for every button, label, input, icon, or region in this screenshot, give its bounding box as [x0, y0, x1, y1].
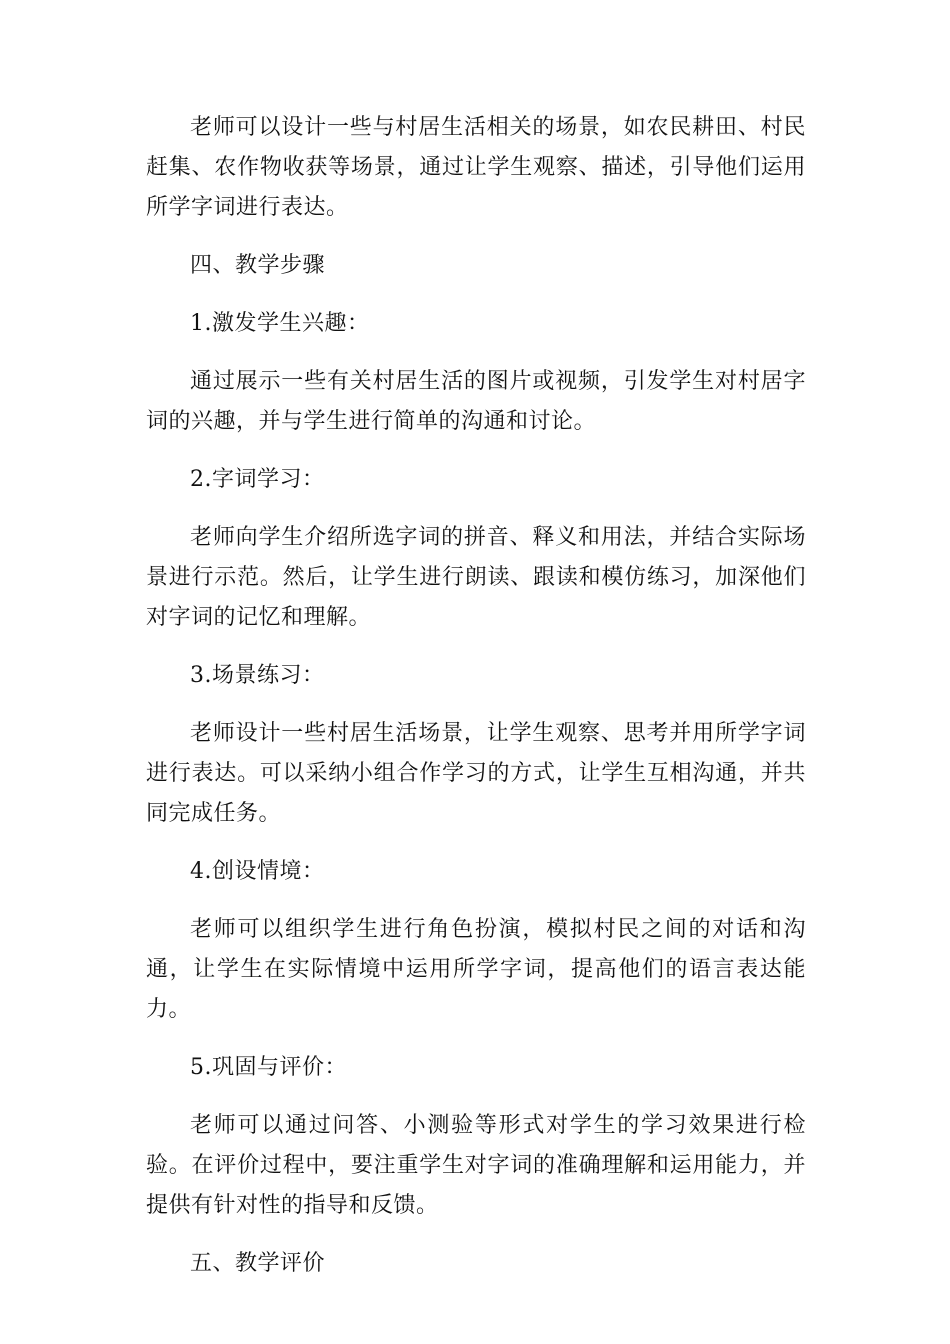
paragraph-scene-design: 老师可以设计一些与村居生活相关的场景，如农民耕田、村民赶集、农作物收获等场景，通过让学生观察、描述，引导他们运用所学字词进行表达。: [146, 115, 806, 220]
step-heading-5: 5.巩固与评价：: [190, 1055, 347, 1080]
step-heading-1: 1.激发学生兴趣：: [190, 311, 370, 336]
paragraph-step-4: 老师可以组织学生进行角色扮演，模拟村民之间的对话和沟通，让学生在实际情境中运用所学字词，提高他们的语言表达能力。: [146, 917, 806, 1022]
section-heading-teaching-evaluation: 五、教学评价: [190, 1251, 326, 1276]
step-heading-4: 4.创设情境：: [190, 859, 325, 884]
paragraph-step-1: 通过展示一些有关村居生活的图片或视频，引发学生对村居字词的兴趣，并与学生进行简单的沟通和讨论。: [146, 369, 806, 434]
document-body: [146, 108, 806, 1302]
step-heading-2: 2.字词学习：: [190, 467, 325, 492]
section-heading-teaching-steps: 四、教学步骤: [190, 253, 326, 278]
paragraph-step-3: 老师设计一些村居生活场景，让学生观察、思考并用所学字词进行表达。可以采纳小组合作学习的方式，让学生互相沟通，并共同完成任务。: [146, 721, 806, 826]
paragraph-step-2: 老师向学生介绍所选字词的拼音、释义和用法，并结合实际场景进行示范。然后，让学生进行朗读、跟读和模仿练习，加深他们对字词的记忆和理解。: [146, 525, 806, 630]
step-heading-3: 3.场景练习：: [190, 663, 325, 688]
paragraph-step-5: 老师可以通过问答、小测验等形式对学生的学习效果进行检验。在评价过程中，要注重学生对字词的准确理解和运用能力，并提供有针对性的指导和反馈。: [146, 1113, 806, 1218]
